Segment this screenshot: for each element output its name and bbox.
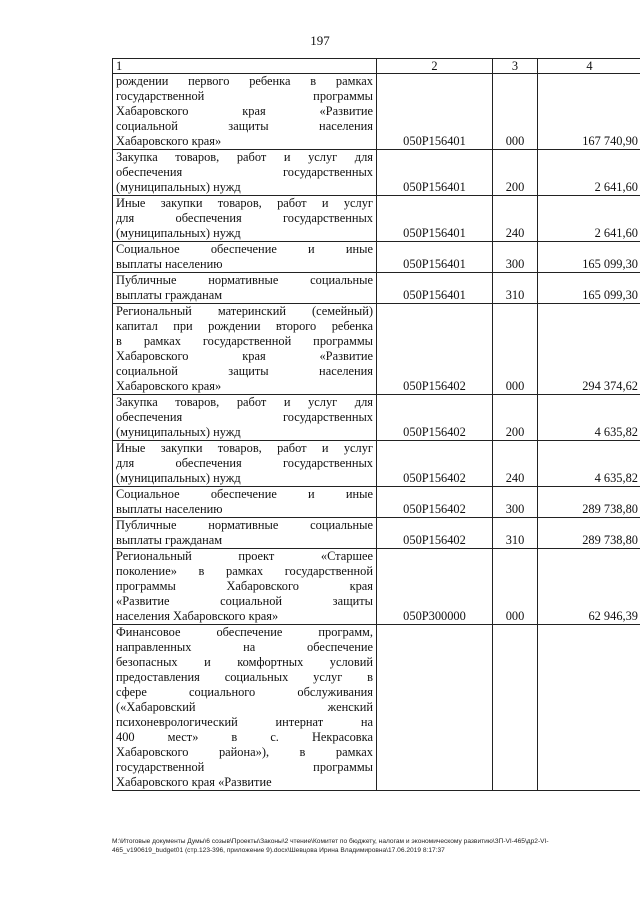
description-line: (муниципальных) нужд: [116, 471, 241, 485]
description-line: для обеспечения государственных: [116, 211, 373, 225]
row-code: [377, 625, 493, 791]
description-line: Финансовое обеспечение программ,: [116, 625, 373, 639]
description-line: Закупка товаров, работ и услуг для: [116, 395, 373, 409]
row-type: 300: [493, 487, 538, 518]
description-line: капитал при рождении второго ребенка: [116, 319, 373, 333]
table-row: [113, 395, 640, 441]
description-line: 400 мест» в с. Некрасовка: [116, 730, 373, 744]
description-line: выплаты населению: [116, 257, 223, 271]
table-row: [113, 549, 640, 625]
row-description: [113, 487, 377, 518]
row-code: 050P156402: [377, 304, 493, 395]
description-line: выплаты гражданам: [116, 288, 223, 302]
row-type: 300: [493, 242, 538, 273]
table-row: [113, 150, 640, 196]
table-row: [113, 273, 640, 304]
description-line: Хабаровского края «Развитие: [116, 349, 373, 363]
column-header-3: 3: [493, 59, 538, 74]
row-type: 000: [493, 74, 538, 150]
row-type: 240: [493, 441, 538, 487]
row-amount: 165 099,30: [538, 273, 640, 304]
description-line: выплаты гражданам: [116, 533, 223, 547]
row-amount: 2 641,60: [538, 150, 640, 196]
table-row: [113, 625, 640, 791]
description-line: безопасных и комфортных условий: [116, 655, 373, 669]
description-line: выплаты населению: [116, 502, 223, 516]
table-row: [113, 487, 640, 518]
description-line: обеспечения государственных: [116, 410, 373, 424]
description-line: Хабаровского края «Развитие: [116, 104, 373, 118]
budget-table: [112, 58, 640, 791]
row-code: 050P156401: [377, 273, 493, 304]
column-header-4: 4: [538, 59, 640, 74]
description-line: Социальное обеспечение и иные: [116, 487, 373, 501]
table-row: [113, 518, 640, 549]
description-line: «Развитие социальной защиты: [116, 594, 373, 608]
description-line: сфере социального обслуживания: [116, 685, 373, 699]
description-line: для обеспечения государственных: [116, 456, 373, 470]
description-line: государственной программы: [116, 760, 373, 774]
description-line: Региональный материнский (семейный): [116, 304, 373, 318]
description-line: Хабаровского края»: [116, 134, 222, 148]
footer-line-2: 465_v190619_budget01 (стр.123-396, приложение 9).docx\Шевцова Ирина Владимировна\17.06.2019 8:17:37: [112, 846, 445, 854]
table-row: [113, 304, 640, 395]
row-code: 050P156401: [377, 74, 493, 150]
table-row: [113, 74, 640, 150]
row-amount: 289 738,80: [538, 518, 640, 549]
row-code: 050P156402: [377, 487, 493, 518]
row-code: 050P156402: [377, 441, 493, 487]
row-amount: 62 946,39: [538, 549, 640, 625]
description-line: социальной защиты населения: [116, 119, 373, 133]
row-description: [113, 74, 377, 150]
description-line: предоставления социальных услуг в: [116, 670, 373, 684]
description-line: программы Хабаровского края: [116, 579, 373, 593]
row-amount: [538, 625, 640, 791]
row-type: 000: [493, 304, 538, 395]
description-line: Социальное обеспечение и иные: [116, 242, 373, 256]
description-line: Закупка товаров, работ и услуг для: [116, 150, 373, 164]
description-line: Иные закупки товаров, работ и услуг: [116, 441, 373, 455]
table-row: [113, 242, 640, 273]
description-line: населения Хабаровского края»: [116, 609, 279, 623]
table-row: [113, 441, 640, 487]
description-line: социальной защиты населения: [116, 364, 373, 378]
row-code: 050P156402: [377, 518, 493, 549]
row-description: [113, 549, 377, 625]
row-type: 000: [493, 549, 538, 625]
row-code: 050P156401: [377, 242, 493, 273]
description-line: психоневрологический интернат на: [116, 715, 373, 729]
row-description: [113, 625, 377, 791]
row-description: [113, 441, 377, 487]
page-number: 197: [310, 33, 330, 48]
description-line: рождении первого ребенка в рамках: [116, 74, 373, 88]
row-code: 050P156401: [377, 196, 493, 242]
table-body: [113, 74, 640, 791]
row-type: 310: [493, 273, 538, 304]
description-line: Публичные нормативные социальные: [116, 518, 373, 532]
description-line: поколение» в рамках государственной: [116, 564, 373, 578]
row-description: [113, 242, 377, 273]
row-amount: 4 635,82: [538, 395, 640, 441]
description-line: обеспечения государственных: [116, 165, 373, 179]
description-line: Хабаровского края»: [116, 379, 222, 393]
file-path-footer: [112, 838, 634, 855]
description-line: (муниципальных) нужд: [116, 180, 241, 194]
row-type: 240: [493, 196, 538, 242]
description-line: в рамках государственной программы: [116, 334, 373, 348]
row-amount: 289 738,80: [538, 487, 640, 518]
row-description: [113, 273, 377, 304]
row-code: 050P156401: [377, 150, 493, 196]
row-amount: 167 740,90: [538, 74, 640, 150]
row-description: [113, 196, 377, 242]
row-description: [113, 395, 377, 441]
row-code: 050P300000: [377, 549, 493, 625]
row-amount: 165 099,30: [538, 242, 640, 273]
description-line: Региональный проект «Старшее: [116, 549, 373, 563]
description-line: («Хабаровский женский: [116, 700, 373, 714]
row-code: 050P156402: [377, 395, 493, 441]
description-line: государственной программы: [116, 89, 373, 103]
row-amount: 4 635,82: [538, 441, 640, 487]
row-type: 310: [493, 518, 538, 549]
description-line: Публичные нормативные социальные: [116, 273, 373, 287]
row-description: [113, 150, 377, 196]
description-line: (муниципальных) нужд: [116, 425, 241, 439]
description-line: (муниципальных) нужд: [116, 226, 241, 240]
column-header-1: 1: [113, 59, 377, 74]
footer-line-1: М:\Итоговые документы Думы\6 созыв\Проекты\Законы\2 чтение\Комитет по бюджету, налогам и экономическому развитию\ЗП-VI-465\др2-VI-: [112, 838, 549, 845]
row-description: [113, 304, 377, 395]
row-type: 200: [493, 395, 538, 441]
description-line: Хабаровского района»), в рамках: [116, 745, 373, 759]
table-row: [113, 196, 640, 242]
description-line: Хабаровского края «Развитие: [116, 775, 272, 789]
table-header-row: [113, 59, 640, 74]
row-amount: 2 641,60: [538, 196, 640, 242]
row-amount: 294 374,62: [538, 304, 640, 395]
row-type: 200: [493, 150, 538, 196]
row-description: [113, 518, 377, 549]
description-line: направленных на обеспечение: [116, 640, 373, 654]
description-line: Иные закупки товаров, работ и услуг: [116, 196, 373, 210]
row-type: [493, 625, 538, 791]
column-header-2: 2: [377, 59, 493, 74]
